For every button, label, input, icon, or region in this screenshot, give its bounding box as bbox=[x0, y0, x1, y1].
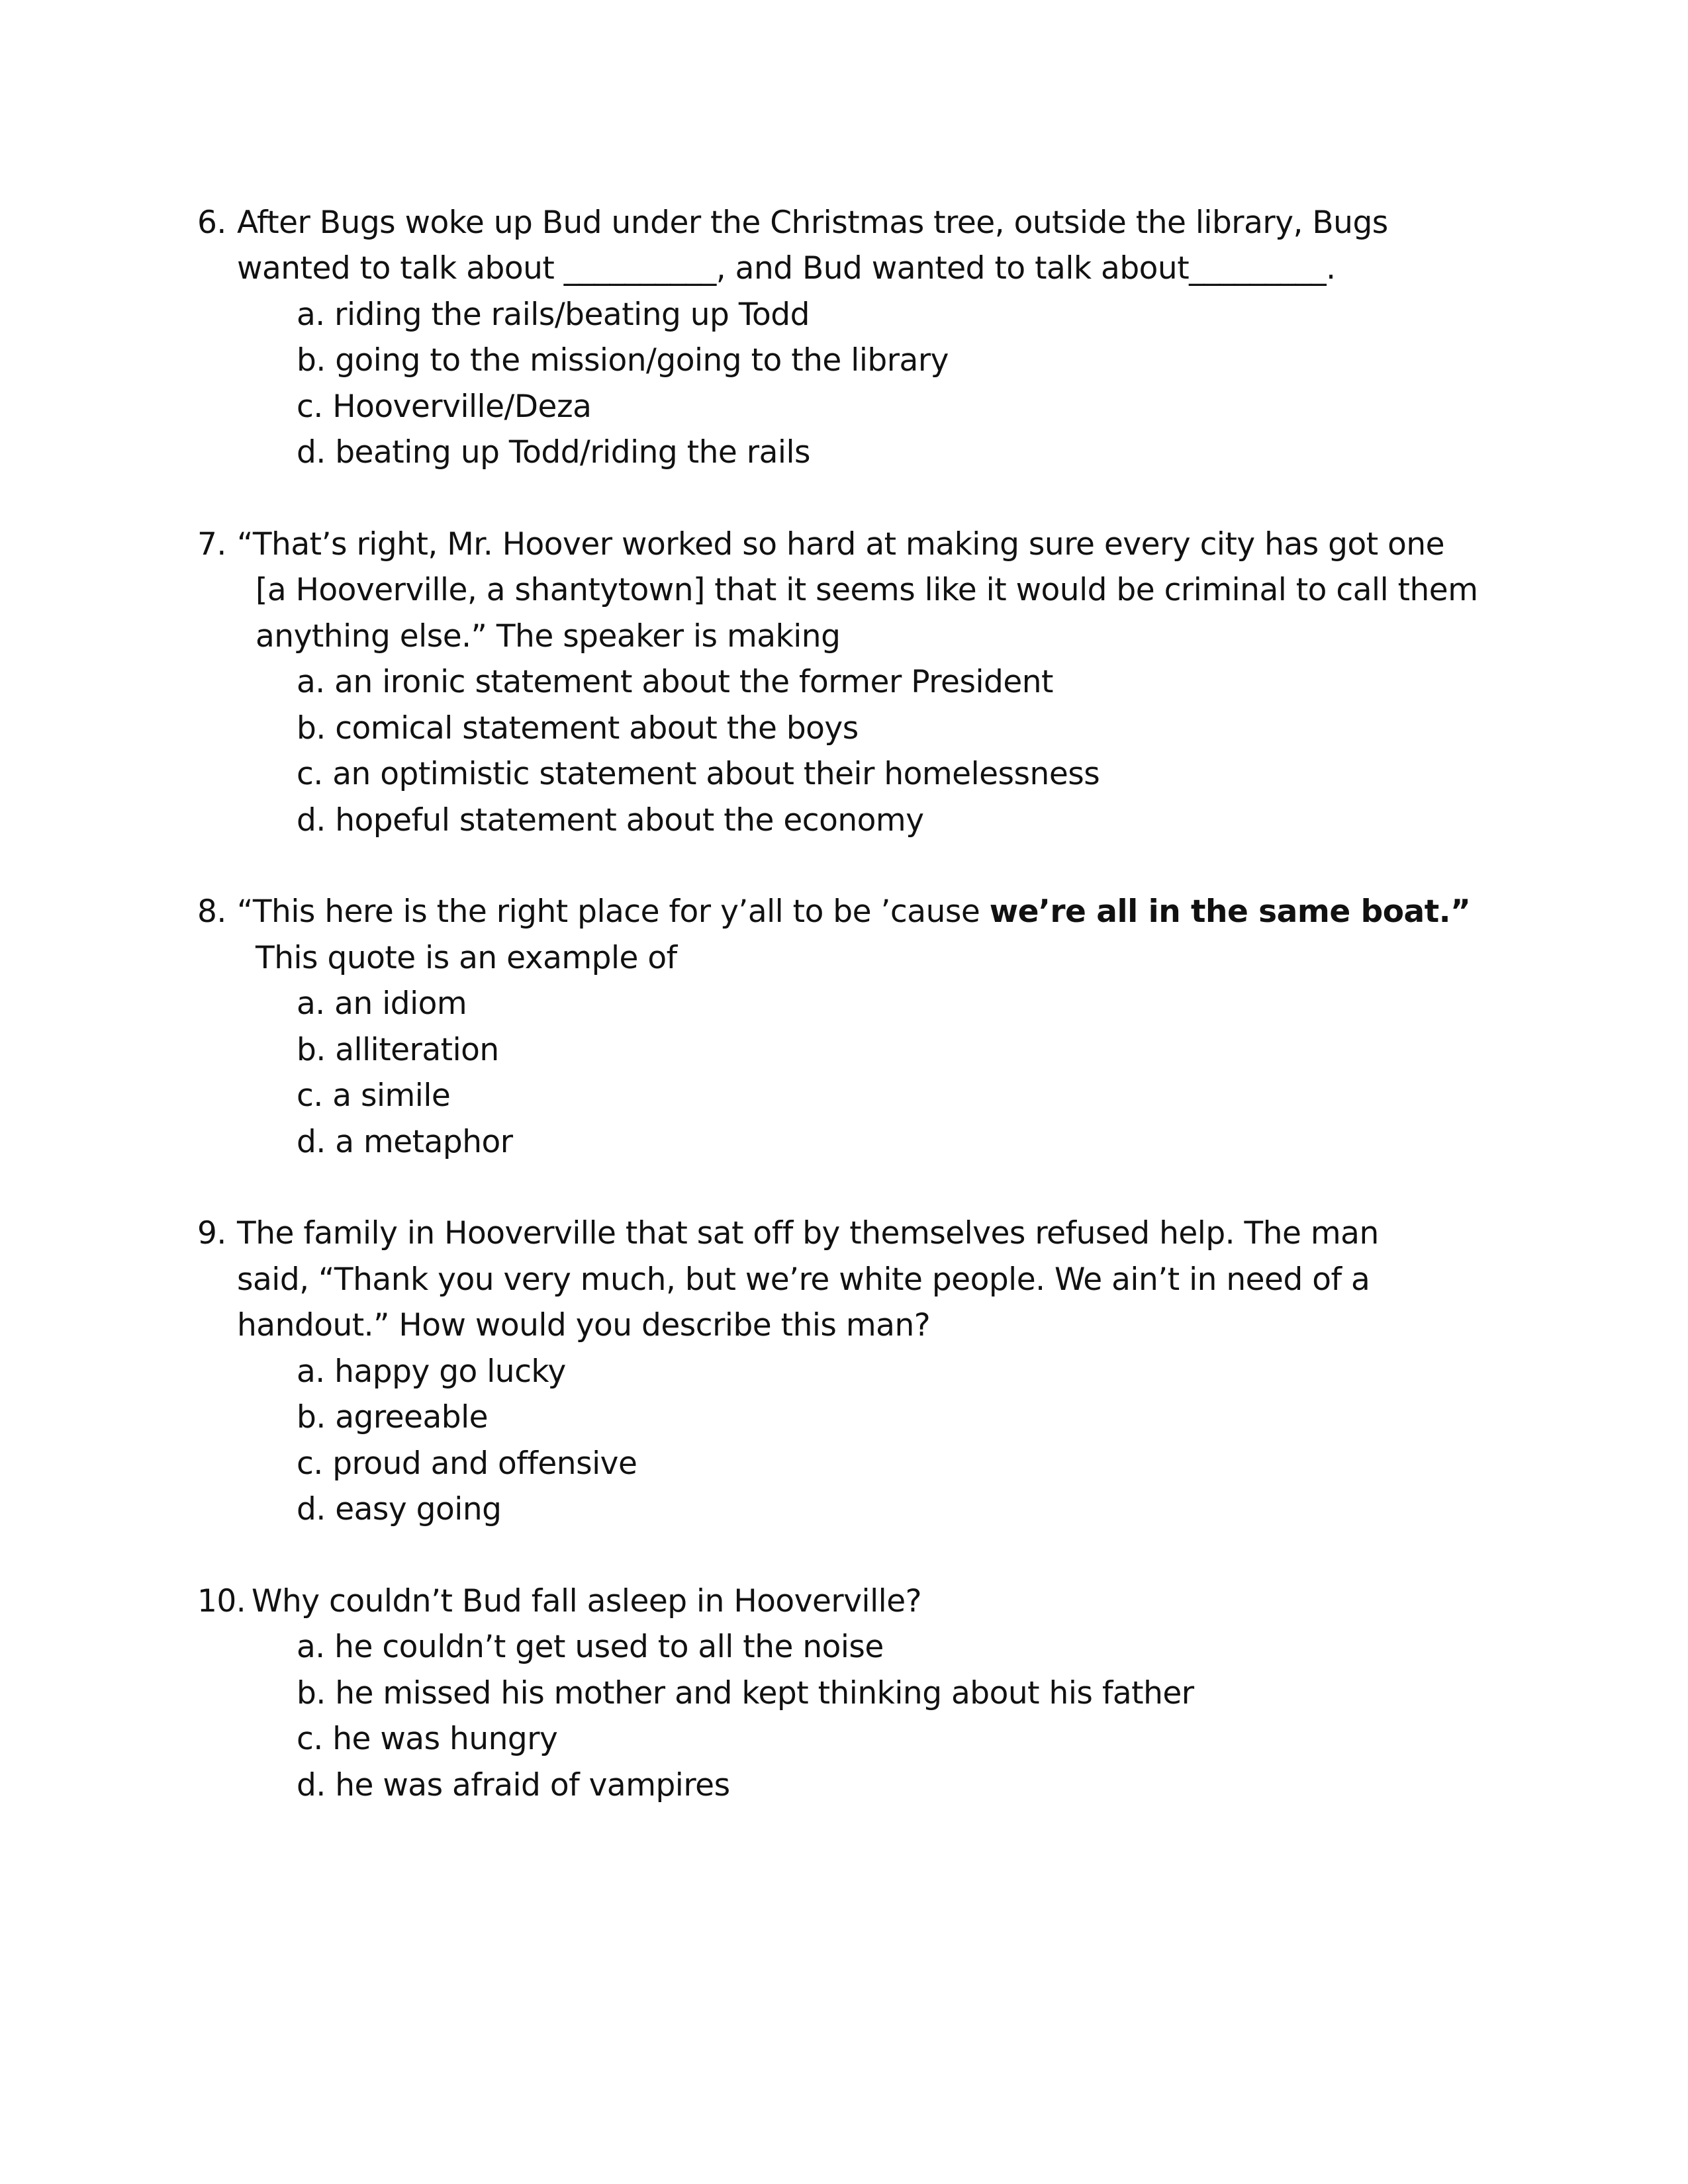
question-7-option-a: a. an ironic statement about the former President bbox=[297, 664, 1053, 700]
question-8-option-a: a. an idiom bbox=[297, 985, 467, 1022]
question-7-stem-line-2: [a Hooverville, a shantytown] that it seems like it would be criminal to call them bbox=[256, 572, 1478, 608]
question-10-option-b: b. he missed his mother and kept thinking about his father bbox=[297, 1675, 1194, 1711]
question-9-stem-line-1: The family in Hooverville that sat off by themselves refused help. The man bbox=[237, 1215, 1379, 1251]
question-6-option-b: b. going to the mission/going to the library bbox=[297, 342, 949, 379]
question-6-option-d: d. beating up Todd/riding the rails bbox=[297, 434, 810, 471]
question-9-stem-line-3: handout.” How would you describe this man? bbox=[237, 1307, 931, 1343]
question-6-stem-line-2: wanted to talk about __________, and Bud wanted to talk about_________. bbox=[237, 250, 1336, 287]
question-8-option-b: b. alliteration bbox=[297, 1032, 499, 1068]
question-8-stem-plain: “This here is the right place for y’all to be ’cause bbox=[237, 893, 980, 930]
question-8-stem-bold: we’re all in the same boat.” bbox=[989, 893, 1471, 930]
question-8-stem-line-2: This quote is an example of bbox=[256, 940, 677, 976]
question-9-option-c: c. proud and offensive bbox=[297, 1445, 637, 1482]
question-7-option-b: b. comical statement about the boys bbox=[297, 710, 859, 747]
question-8-number: 8. bbox=[197, 893, 226, 930]
question-9-stem-line-2: said, “Thank you very much, but we’re white people. We ain’t in need of a bbox=[237, 1261, 1370, 1298]
question-10-option-d: d. he was afraid of vampires bbox=[297, 1767, 730, 1803]
question-7-option-c: c. an optimistic statement about their homelessness bbox=[297, 756, 1100, 792]
question-7-stem-line-1: “That’s right, Mr. Hoover worked so hard at making sure every city has got one bbox=[237, 526, 1445, 563]
question-6-stem-line-1: After Bugs woke up Bud under the Christmas tree, outside the library, Bugs bbox=[237, 205, 1388, 241]
question-7-option-d: d. hopeful statement about the economy bbox=[297, 802, 924, 839]
question-10-option-c: c. he was hungry bbox=[297, 1721, 558, 1757]
question-6-option-a: a. riding the rails/beating up Todd bbox=[297, 296, 810, 333]
question-10-option-a: a. he couldn’t get used to all the noise bbox=[297, 1629, 884, 1665]
question-10-stem-line-1: Why couldn’t Bud fall asleep in Hooverville? bbox=[252, 1583, 922, 1619]
question-8-option-d: d. a metaphor bbox=[297, 1124, 513, 1160]
question-6-option-c: c. Hooverville/Deza bbox=[297, 388, 592, 425]
question-6-number: 6. bbox=[197, 205, 226, 241]
question-9-number: 9. bbox=[197, 1215, 226, 1251]
question-9-option-a: a. happy go lucky bbox=[297, 1353, 566, 1390]
question-9-option-d: d. easy going bbox=[297, 1491, 502, 1527]
question-8-option-c: c. a simile bbox=[297, 1077, 451, 1114]
question-8-stem-line-1 bbox=[237, 889, 1470, 935]
question-7-number: 7. bbox=[197, 526, 226, 563]
question-9-option-b: b. agreeable bbox=[297, 1399, 489, 1435]
question-7-stem-line-3: anything else.” The speaker is making bbox=[256, 618, 841, 655]
question-10-number: 10. bbox=[197, 1583, 246, 1619]
